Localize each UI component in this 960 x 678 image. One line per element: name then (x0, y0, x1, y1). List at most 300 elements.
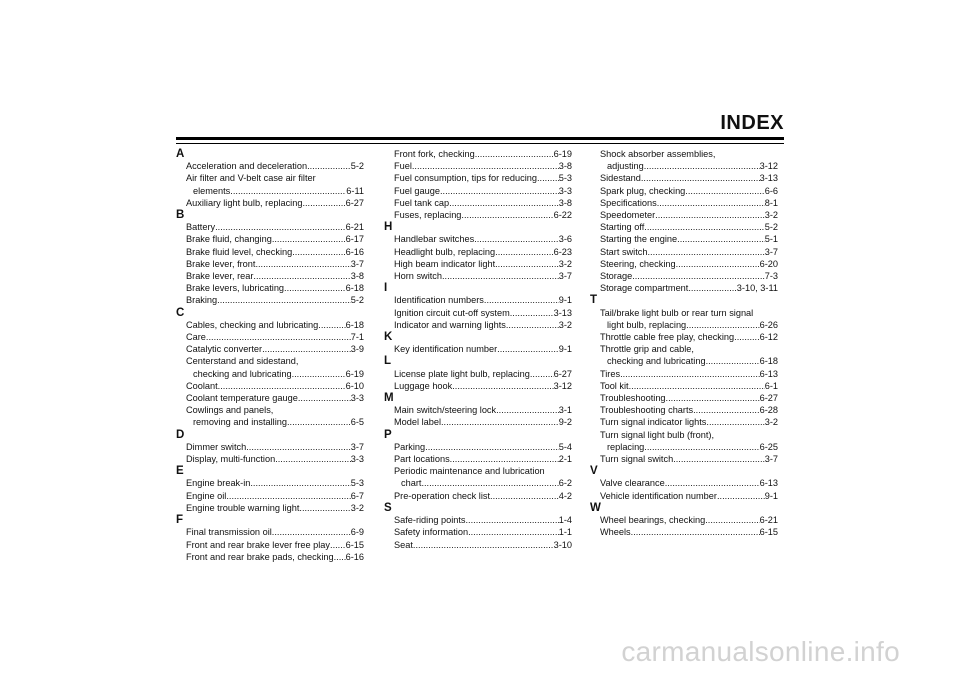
index-entry-page: 7-1 (350, 332, 364, 343)
index-entry-line (600, 270, 778, 282)
index-entry-page: 9-2 (558, 417, 572, 428)
dot-leader (412, 160, 559, 172)
dot-leader (461, 209, 553, 221)
index-entry (590, 404, 778, 416)
dot-leader (292, 246, 345, 258)
index-entry-page: 6-13 (759, 478, 778, 489)
index-entry (176, 160, 364, 172)
index-entry-term: Acceleration and deceleration (186, 161, 308, 172)
index-entry-line (394, 233, 572, 245)
index-entry-term: Storage (600, 271, 633, 282)
index-entry-line (186, 282, 364, 294)
index-entry (590, 416, 778, 428)
index-column-1 (176, 148, 364, 563)
index-entry (176, 551, 364, 563)
index-entry-line (186, 319, 364, 331)
index-letter-l: L (384, 355, 392, 368)
dot-leader (318, 319, 345, 331)
index-entry-line (394, 368, 572, 380)
index-entry-line (186, 392, 364, 404)
index-entry-term: elements (193, 185, 231, 196)
index-entry (590, 343, 778, 367)
index-entry-page: 6-16 (345, 246, 364, 257)
index-entry-page: 3-2 (764, 210, 778, 221)
index-entry-page: 3-8 (558, 197, 572, 208)
index-entry (590, 380, 778, 392)
index-entry-page: 3-2 (558, 258, 572, 269)
dot-leader (452, 380, 553, 392)
index-entry-page: 5-3 (350, 478, 364, 489)
index-entry-text: Cowlings and panels, (186, 405, 274, 416)
index-entry-line (394, 441, 572, 453)
dot-leader (706, 416, 764, 428)
index-entry-page: 3-2 (558, 319, 572, 330)
index-entry-page: 3-8 (350, 271, 364, 282)
index-letter-i: I (384, 282, 388, 295)
index-entry-page: 6-21 (759, 515, 778, 526)
index-entry-line (600, 185, 778, 197)
index-entry (590, 307, 778, 331)
index-entry-line (394, 258, 572, 270)
index-entry-page: 1-4 (558, 515, 572, 526)
index-entry-page: 3-3 (558, 185, 572, 196)
dot-leader (495, 246, 553, 258)
dot-leader (510, 307, 554, 319)
index-entry-page: 6-17 (345, 234, 364, 245)
index-entry-term: Ignition circuit cut-off system (394, 307, 510, 318)
index-entry-line (600, 355, 778, 367)
index-entry-line (600, 197, 778, 209)
index-entry-term: Speedometer (600, 210, 656, 221)
index-entry-page: 5-2 (350, 161, 364, 172)
index-entry-page: 6-18 (345, 283, 364, 294)
index-entry (384, 209, 572, 221)
index-entry-page: 6-18 (759, 356, 778, 367)
index-entry-term: checking and lubricating (607, 356, 706, 367)
index-entry-line (600, 453, 778, 465)
index-entry-page: 6-21 (345, 222, 364, 233)
index-entry-term: Headlight bulb, replacing (394, 246, 496, 257)
index-entry-line (600, 441, 778, 453)
header-rule-thin (176, 143, 784, 144)
index-entry (590, 282, 778, 294)
dot-leader (255, 258, 350, 270)
index-entry-line (186, 477, 364, 489)
dot-leader (440, 185, 559, 197)
dot-leader (497, 343, 559, 355)
index-entry-line (394, 416, 572, 428)
dot-leader (466, 514, 559, 526)
dot-leader (442, 270, 559, 282)
dot-leader (449, 197, 559, 209)
index-entry-page: 3-12 (759, 161, 778, 172)
index-entry-term: Seat (394, 539, 413, 550)
index-entry (176, 526, 364, 538)
index-entry-term: Dimmer switch (186, 441, 247, 452)
dot-leader (246, 441, 350, 453)
index-entry-line (186, 160, 364, 172)
index-entry-term: Fuel (394, 161, 412, 172)
dot-leader (673, 453, 765, 465)
index-entry (176, 490, 364, 502)
index-entry-line (600, 392, 778, 404)
dot-leader (530, 368, 554, 380)
index-entry (176, 441, 364, 453)
index-entry-term: Fuel gauge (394, 185, 440, 196)
index-entry-term: light bulb, replacing (607, 319, 687, 330)
dot-leader (218, 380, 346, 392)
dot-leader (641, 172, 760, 184)
index-entry (384, 368, 572, 380)
index-entry (176, 319, 364, 331)
index-letter-s: S (384, 501, 392, 514)
index-entry (590, 270, 778, 282)
index-entry-line (186, 380, 364, 392)
index-entry-term: Front and rear brake pads, checking (186, 551, 334, 562)
index-entry-term: Display, multi-function (186, 454, 276, 465)
index-entry-term: Throttle cable free play, checking (600, 332, 735, 343)
index-entry-term: Model label (394, 417, 441, 428)
index-letter-a: A (176, 148, 185, 160)
index-letter-c: C (176, 306, 185, 319)
page-title: INDEX (720, 112, 784, 134)
index-entry (176, 294, 364, 306)
index-entry-line (600, 160, 778, 172)
index-entry-page: 9-1 (764, 490, 778, 501)
index-entry-page: 3-10, 3-11 (736, 283, 778, 294)
dot-leader (647, 246, 764, 258)
index-entry (176, 343, 364, 355)
index-entry-term: Engine trouble warning light (186, 502, 300, 513)
index-entry-term: Wheel bearings, checking (600, 515, 706, 526)
index-entry-page: 3-10 (553, 539, 572, 550)
index-entry-line (186, 246, 364, 258)
index-entry-page: 6-18 (345, 319, 364, 330)
index-entry-term: Parking (394, 441, 426, 452)
index-entry-term: Main switch/steering lock (394, 405, 497, 416)
index-entry-line (600, 319, 778, 331)
index-entry-term: Engine oil (186, 490, 227, 501)
index-letter-d: D (176, 428, 185, 441)
index-entry-term: Safety information (394, 527, 469, 538)
index-entry-page: 1-1 (558, 527, 572, 538)
index-entry-term: Tool kit (600, 380, 629, 391)
index-entry-line (394, 343, 572, 355)
index-entry-line (186, 551, 364, 563)
index-entry-page: 3-2 (350, 502, 364, 513)
index-letter-b: B (176, 209, 185, 222)
index-entry-term: Storage compartment (600, 283, 689, 294)
index-entry (384, 539, 572, 551)
dot-leader (475, 148, 554, 160)
index-entry-page: 6-23 (553, 246, 572, 257)
index-entry-line (186, 416, 364, 428)
index-letter-t: T (590, 294, 598, 307)
index-entry (590, 209, 778, 221)
index-entry-page: 6-16 (345, 551, 364, 562)
index-entry-line (600, 221, 778, 233)
index-entry-line (394, 539, 572, 551)
index-entry-page: 6-11 (346, 185, 364, 196)
dot-leader (734, 331, 759, 343)
index-entry-line (394, 209, 572, 221)
index-entry-term: Handlebar switches (394, 234, 475, 245)
index-entry-line (394, 307, 572, 319)
index-entry-term: Start switch (600, 246, 648, 257)
index-entry-line (600, 233, 778, 245)
index-entry (176, 246, 364, 258)
index-entry-text: Air filter and V-belt case air filter (186, 173, 316, 184)
index-entry (384, 246, 572, 258)
index-entry-line (186, 490, 364, 502)
index-entry (384, 160, 572, 172)
index-entry-term: Tires (600, 368, 621, 379)
index-entry-line (600, 258, 778, 270)
index-entry (176, 453, 364, 465)
index-entry (176, 380, 364, 392)
watermark: carmanualsonline.info (621, 636, 900, 667)
dot-leader (215, 221, 346, 233)
index-entry-page: 6-28 (759, 405, 778, 416)
index-entry (176, 331, 364, 343)
index-entry (590, 233, 778, 245)
dot-leader (284, 282, 346, 294)
index-entry-term: Indicator and warning lights (394, 319, 506, 330)
index-entry-page: 6-7 (350, 490, 364, 501)
index-entry-line (394, 294, 572, 306)
index-entry-line (186, 526, 364, 538)
index-entry-term: Horn switch (394, 271, 442, 282)
index-entry-text: Shock absorber assemblies, (600, 149, 716, 159)
index-entry-term: Battery (186, 222, 216, 233)
index-entry (384, 185, 572, 197)
index-entry-line (186, 502, 364, 514)
index-entry-term: checking and lubricating (193, 368, 292, 379)
index-entry (384, 294, 572, 306)
index-entry (590, 453, 778, 465)
index-entry-page: 5-2 (350, 295, 364, 306)
index-entry-line (600, 404, 778, 416)
index-entry-page: 3-13 (759, 173, 778, 184)
index-entry-page: 3-2 (764, 417, 778, 428)
index-entry-term: Catalytic converter (186, 344, 263, 355)
index-entry-page: 3-12 (553, 380, 572, 391)
index-entry (384, 416, 572, 428)
dot-leader (253, 270, 350, 282)
index-entry-line (186, 368, 364, 380)
index-entry-line (394, 526, 572, 538)
index-entry (176, 172, 364, 196)
dot-leader (474, 233, 559, 245)
index-entry-line (394, 246, 572, 258)
index-entry-line (186, 221, 364, 233)
index-entry (590, 221, 778, 233)
index-entry (590, 246, 778, 258)
index-entry (176, 282, 364, 294)
dot-leader (262, 343, 351, 355)
index-entry-line (186, 197, 364, 209)
index-entry-line (600, 209, 778, 221)
dot-leader (490, 490, 559, 502)
dot-leader (298, 392, 351, 404)
index-entry-line (394, 319, 572, 331)
index-entry (590, 429, 778, 453)
index-entry-page: 6-9 (350, 527, 364, 538)
dot-leader (425, 441, 559, 453)
index-entry-line (600, 477, 778, 489)
index-entry-term: Brake lever, front (186, 258, 256, 269)
index-entry-line (394, 185, 572, 197)
index-entry (590, 526, 778, 538)
index-entry (176, 539, 364, 551)
index-entry-term: Sidestand (600, 173, 641, 184)
dot-leader (272, 233, 346, 245)
index-entry-line (394, 380, 572, 392)
index-entry-page: 6-25 (759, 441, 778, 452)
dot-leader (292, 368, 346, 380)
index-letter-v: V (590, 465, 598, 478)
index-entry-line (600, 514, 778, 526)
index-entry-page: 6-6 (764, 185, 778, 196)
dot-leader (644, 441, 759, 453)
index-entry-page: 3-8 (558, 161, 572, 172)
dot-leader (226, 490, 350, 502)
index-entry-page: 6-2 (558, 478, 572, 489)
dot-leader (206, 331, 351, 343)
index-entry (384, 258, 572, 270)
index-entry-line (394, 477, 572, 489)
index-entry-term: Brake levers, lubricating (186, 283, 285, 294)
index-entry (384, 307, 572, 319)
index-entry-page: 6-26 (759, 319, 778, 330)
index-entry (176, 502, 364, 514)
index-entry (384, 526, 572, 538)
index-entry-line (186, 185, 364, 197)
dot-leader (495, 258, 559, 270)
index-entry (384, 453, 572, 465)
dot-leader (217, 294, 351, 306)
index-entry (176, 258, 364, 270)
index-entry-line (186, 270, 364, 282)
index-entry (176, 355, 364, 379)
dot-leader (230, 185, 346, 197)
index-entry (384, 404, 572, 416)
index-entry-page: 3-13 (553, 307, 572, 318)
index-letter-e: E (176, 465, 184, 478)
index-entry (176, 197, 364, 209)
index-entry-term: Turn signal indicator lights (600, 417, 707, 428)
index-entry-line (394, 453, 572, 465)
index-entry-text: Turn signal light bulb (front), (600, 429, 715, 440)
index-column-3 (590, 148, 778, 539)
index-entry-term: Brake fluid level, checking (186, 246, 293, 257)
index-entry-term: Specifications (600, 197, 657, 208)
index-entry-term: Fuel tank cap (394, 197, 450, 208)
index-entry-line (600, 172, 778, 184)
index-entry-line (600, 490, 778, 502)
index-entry-term: Safe-riding points (394, 515, 466, 526)
index-entry-term: Key identification number (394, 344, 498, 355)
dot-leader (620, 368, 760, 380)
index-entry-line (394, 404, 572, 416)
dot-leader (334, 551, 346, 563)
index-entry-term: Turn signal switch (600, 454, 674, 465)
index-entry-line (600, 380, 778, 392)
dot-leader (685, 185, 764, 197)
index-entry-page: 5-3 (558, 173, 572, 184)
dot-leader (666, 392, 760, 404)
dot-leader (250, 477, 350, 489)
dot-leader (655, 209, 765, 221)
index-entry-term: Fuel consumption, tips for reducing (394, 173, 537, 184)
index-entry-page: 7-3 (764, 271, 778, 282)
index-entry-page: 2-1 (558, 454, 572, 465)
dot-leader (441, 416, 559, 428)
index-entry-page: 6-20 (759, 258, 778, 269)
index-entry-term: Identification numbers (394, 295, 484, 306)
index-entry (384, 172, 572, 184)
index-entry-term: Troubleshooting charts (600, 405, 694, 416)
dot-leader (302, 197, 345, 209)
index-entry-page: 4-2 (558, 490, 572, 501)
index-letter-f: F (176, 514, 184, 527)
index-letter-p: P (384, 428, 392, 441)
index-entry (590, 197, 778, 209)
index-entry-term: Luggage hook (394, 380, 453, 391)
index-entry-line (394, 160, 572, 172)
index-letter-m: M (384, 392, 394, 405)
index-entry-term: Troubleshooting (600, 393, 666, 404)
index-entry-page: 5-1 (764, 234, 778, 245)
index-entry-term: Brake fluid, changing (186, 234, 272, 245)
dot-leader (506, 319, 559, 331)
index-entry-page: 6-27 (345, 197, 364, 208)
index-entry (176, 270, 364, 282)
dot-leader (688, 282, 736, 294)
index-entry-page: 3-3 (350, 393, 364, 404)
index-entry (384, 270, 572, 282)
index-entry-line (186, 453, 364, 465)
index-entry (384, 343, 572, 355)
index-entry-page: 5-4 (558, 441, 572, 452)
index-entry-line (394, 197, 572, 209)
index-entry (384, 380, 572, 392)
dot-leader (631, 526, 760, 538)
index-entry-line (600, 526, 778, 538)
index-entry-page: 6-12 (759, 332, 778, 343)
index-letter-w: W (590, 501, 601, 514)
index-entry-page: 6-27 (553, 368, 572, 379)
index-entry-line (394, 172, 572, 184)
index-entry (590, 477, 778, 489)
index-entry-page: 6-22 (553, 210, 572, 221)
dot-leader (693, 404, 759, 416)
dot-leader (644, 160, 760, 172)
index-entry (590, 258, 778, 270)
index-letter-h: H (384, 221, 393, 234)
index-entry (590, 392, 778, 404)
index-entry (384, 148, 572, 160)
index-entry (176, 221, 364, 233)
dot-leader (307, 160, 351, 172)
index-letter-k: K (384, 331, 393, 344)
index-entry-term: Pre-operation check list (394, 490, 491, 501)
index-entry-page: 9-1 (558, 295, 572, 306)
index-entry-term: replacing (607, 441, 645, 452)
index-entry-term: Steering, checking (600, 258, 676, 269)
index-entry-page: 6-1 (764, 380, 778, 391)
index-entry-page: 3-7 (764, 454, 778, 465)
